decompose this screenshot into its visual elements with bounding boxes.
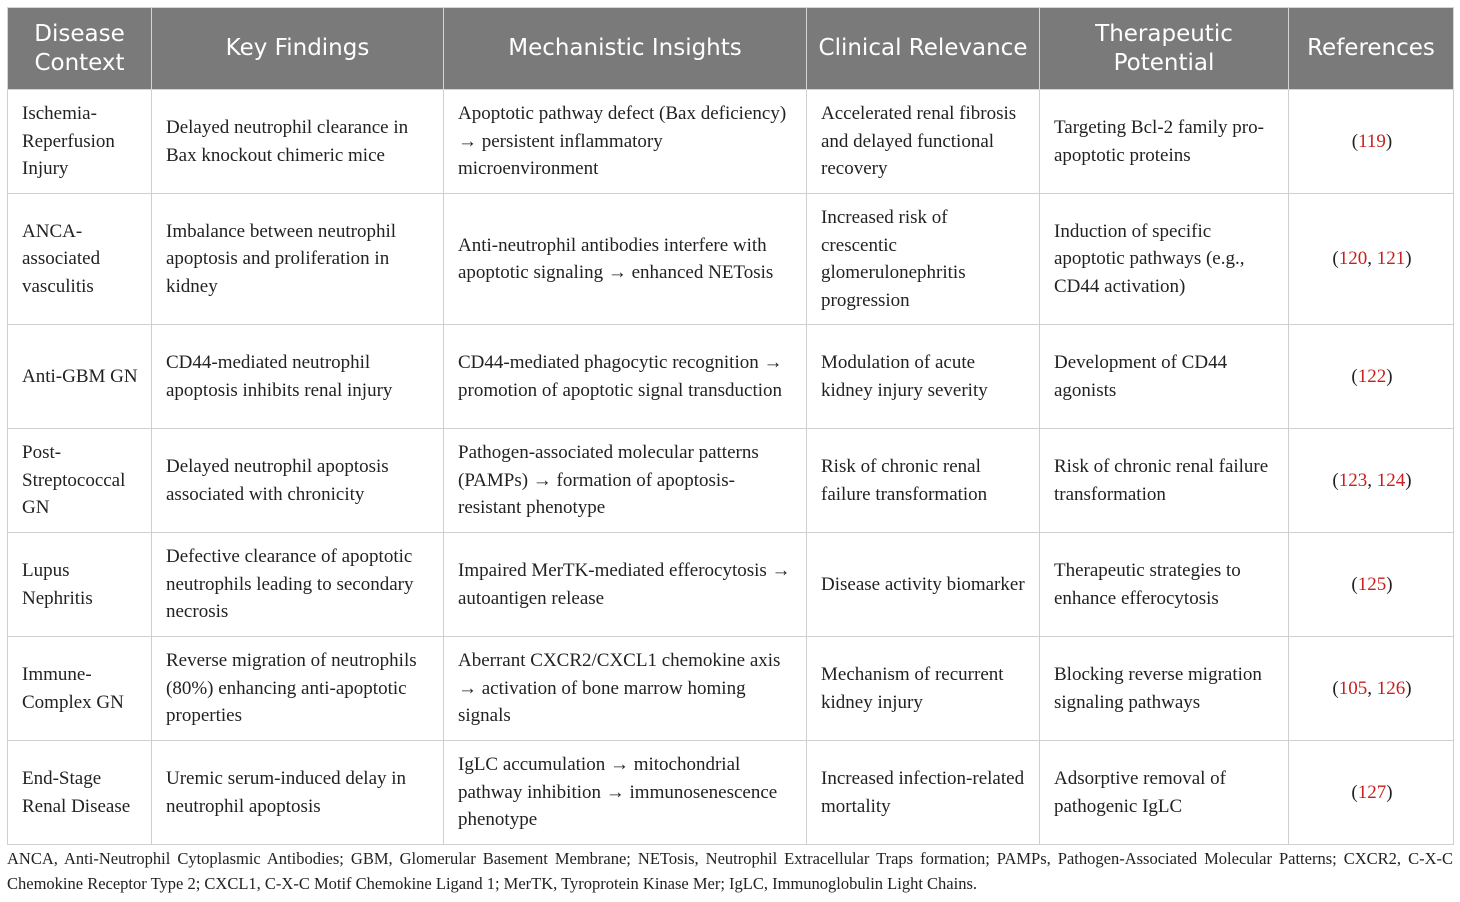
reference-link[interactable]: 121 xyxy=(1376,248,1406,270)
cell-references: (120, 121) xyxy=(1289,194,1454,325)
cell-mechanistic-insights: IgLC accumulation → mitochondrial pathway inhibition → immunosenescence phenotype xyxy=(444,741,807,845)
cell-key-findings: Delayed neutrophil apoptosis associated with chronicity xyxy=(152,429,444,533)
cell-therapeutic-potential: Blocking reverse migration signaling pathways xyxy=(1040,637,1289,741)
cell-disease-context: Lupus Nephritis xyxy=(8,533,152,637)
cell-references: (119) xyxy=(1289,90,1454,194)
cell-therapeutic-potential: Development of CD44 agonists xyxy=(1040,325,1289,429)
cell-therapeutic-potential: Induction of specific apoptotic pathways (e.g., CD44 activation) xyxy=(1040,194,1289,325)
cell-clinical-relevance: Disease activity biomarker xyxy=(807,533,1040,637)
cell-clinical-relevance: Accelerated renal fibrosis and delayed functional recovery xyxy=(807,90,1040,194)
reference-link[interactable]: 119 xyxy=(1358,130,1386,152)
cell-mechanistic-insights: Pathogen-associated molecular patterns (PAMPs) → formation of apoptosis-resistant phenotype xyxy=(444,429,807,533)
reference-link[interactable]: 124 xyxy=(1376,469,1406,491)
cell-mechanistic-insights: Apoptotic pathway defect (Bax deficiency) → persistent inflammatory microenvironment xyxy=(444,90,807,194)
cell-mechanistic-insights: Aberrant CXCR2/CXCL1 chemokine axis → activation of bone marrow homing signals xyxy=(444,637,807,741)
cell-key-findings: Imbalance between neutrophil apoptosis and proliferation in kidney xyxy=(152,194,444,325)
reference-link[interactable]: 123 xyxy=(1338,469,1368,491)
reference-link[interactable]: 125 xyxy=(1357,573,1387,595)
cell-disease-context: Ischemia-Reperfusion Injury xyxy=(8,90,152,194)
cell-references: (127) xyxy=(1289,741,1454,845)
cell-key-findings: Reverse migration of neutrophils (80%) enhancing anti-apoptotic properties xyxy=(152,637,444,741)
disease-table xyxy=(7,7,1454,845)
cell-therapeutic-potential: Therapeutic strategies to enhance efferocytosis xyxy=(1040,533,1289,637)
table-row xyxy=(8,741,1454,845)
table-row xyxy=(8,90,1454,194)
reference-link[interactable]: 105 xyxy=(1338,677,1368,699)
cell-references: (123, 124) xyxy=(1289,429,1454,533)
header-therapeutic-potential: Therapeutic Potential xyxy=(1040,8,1289,90)
cell-references: (105, 126) xyxy=(1289,637,1454,741)
table-row xyxy=(8,429,1454,533)
table-footnote: ANCA, Anti-Neutrophil Cytoplasmic Antibodies; GBM, Glomerular Basement Membrane; NETosis, Neutrophil Extracellular Traps formation; PAMPs, Pathogen-Associated Molecular Patterns; CXCR2, C-X-C Chemokine Receptor Type 2; CXCL1, C-X-C Motif Chemokine Ligand 1; MerTK, Tyroprotein Kinase Mer; IgLC, Immunoglobulin Light Chains. xyxy=(7,849,1453,893)
header-mechanistic-insights: Mechanistic Insights xyxy=(444,8,807,90)
cell-key-findings: Uremic serum-induced delay in neutrophil apoptosis xyxy=(152,741,444,845)
cell-mechanistic-insights: Impaired MerTK-mediated efferocytosis → autoantigen release xyxy=(444,533,807,637)
cell-therapeutic-potential: Targeting Bcl-2 family pro-apoptotic proteins xyxy=(1040,90,1289,194)
cell-mechanistic-insights: Anti-neutrophil antibodies interfere with apoptotic signaling → enhanced NETosis xyxy=(444,194,807,325)
header-disease-context: Disease Context xyxy=(8,8,152,90)
cell-clinical-relevance: Risk of chronic renal failure transformation xyxy=(807,429,1040,533)
cell-disease-context: Post-Streptococcal GN xyxy=(8,429,152,533)
reference-link[interactable]: 127 xyxy=(1357,781,1387,803)
reference-link[interactable]: 122 xyxy=(1357,365,1387,387)
cell-key-findings: Defective clearance of apoptotic neutrophils leading to secondary necrosis xyxy=(152,533,444,637)
reference-link[interactable]: 120 xyxy=(1338,248,1368,270)
cell-clinical-relevance: Increased risk of crescentic glomerulonephritis progression xyxy=(807,194,1040,325)
reference-link[interactable]: 126 xyxy=(1376,677,1406,699)
cell-disease-context: Anti-GBM GN xyxy=(8,325,152,429)
table-container xyxy=(7,7,1453,845)
table-row xyxy=(8,194,1454,325)
header-key-findings: Key Findings xyxy=(152,8,444,90)
cell-disease-context: End-Stage Renal Disease xyxy=(8,741,152,845)
header-clinical-relevance: Clinical Relevance xyxy=(807,8,1040,90)
header-references: References xyxy=(1289,8,1454,90)
table-row xyxy=(8,637,1454,741)
cell-disease-context: Immune-Complex GN xyxy=(8,637,152,741)
cell-clinical-relevance: Increased infection-related mortality xyxy=(807,741,1040,845)
cell-clinical-relevance: Mechanism of recurrent kidney injury xyxy=(807,637,1040,741)
cell-therapeutic-potential: Adsorptive removal of pathogenic IgLC xyxy=(1040,741,1289,845)
table-row xyxy=(8,325,1454,429)
cell-clinical-relevance: Modulation of acute kidney injury severity xyxy=(807,325,1040,429)
cell-key-findings: Delayed neutrophil clearance in Bax knockout chimeric mice xyxy=(152,90,444,194)
cell-references: (122) xyxy=(1289,325,1454,429)
cell-disease-context: ANCA-associated vasculitis xyxy=(8,194,152,325)
cell-mechanistic-insights: CD44-mediated phagocytic recognition → promotion of apoptotic signal transduction xyxy=(444,325,807,429)
header-row xyxy=(8,8,1454,90)
table-row xyxy=(8,533,1454,637)
cell-references: (125) xyxy=(1289,533,1454,637)
cell-key-findings: CD44-mediated neutrophil apoptosis inhibits renal injury xyxy=(152,325,444,429)
cell-therapeutic-potential: Risk of chronic renal failure transformation xyxy=(1040,429,1289,533)
